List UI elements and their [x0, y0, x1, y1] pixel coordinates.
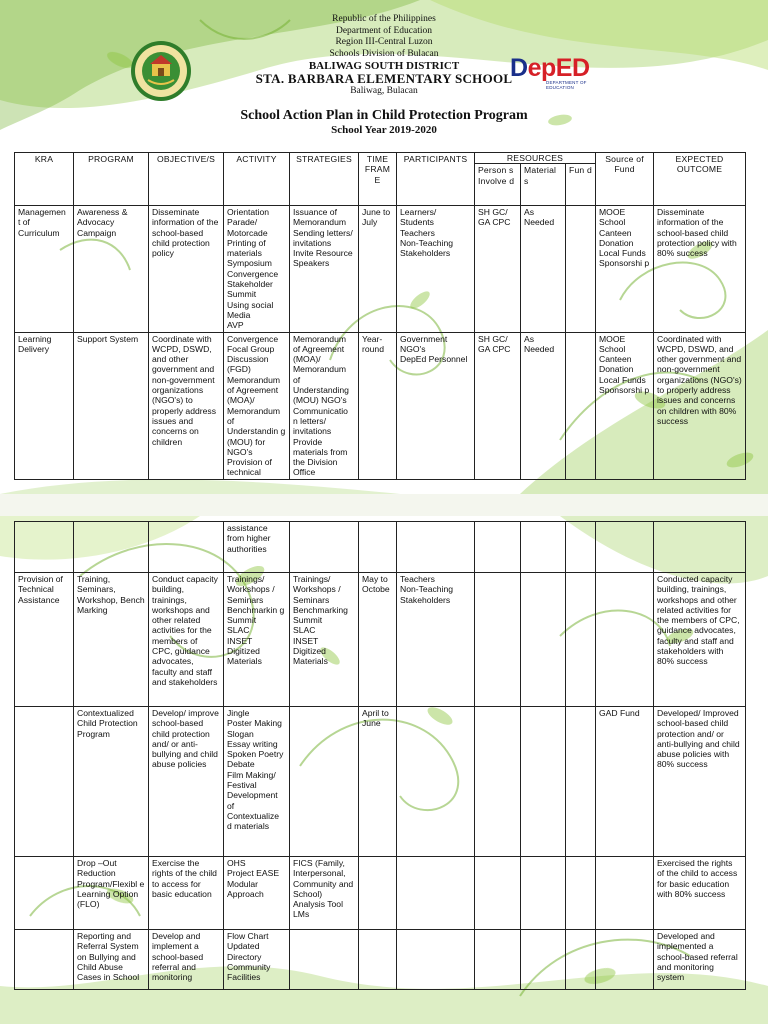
activity-item: Development of Contextualize d materials — [227, 790, 280, 832]
cell-kra: Learning Delivery — [15, 332, 74, 479]
header-time-frame: TIME FRAM E — [359, 153, 397, 206]
cell-materials — [521, 522, 566, 573]
cell-activity — [224, 930, 290, 990]
cell-activity — [224, 857, 290, 930]
activity-item: Stakeholder Summit — [227, 279, 273, 300]
cell-source-of-fund — [596, 857, 654, 930]
cell-kra — [15, 707, 74, 857]
cell-persons-involved: SH GC/ GA CPC — [475, 332, 521, 479]
header-district: BALIWAG SOUTH DISTRICT — [308, 60, 460, 72]
activity-item: Benchmarkin g — [227, 604, 285, 615]
cell-fund — [566, 573, 596, 707]
cell-kra — [15, 930, 74, 990]
strategy-item: Benchmarking — [293, 604, 348, 615]
cell-participants — [397, 206, 475, 333]
cell-expected-outcome: Conducted capacity building, trainings, workshops and other related activities for the members of CPC, guidance advocates, faculty and staff and stakeholders with 80% success — [654, 573, 746, 707]
cell-persons-involved: SH GC/ GA CPC — [475, 206, 521, 333]
strategy-item: Trainings/ Workshops / Seminars — [293, 574, 341, 605]
strategy-item: Communicatio n letters/ invitations — [293, 405, 348, 437]
participant-item: Non-Teaching Stakeholders — [400, 237, 454, 259]
deped-letter-1: D — [510, 54, 528, 82]
header-division: Schools Division of Bulacan — [329, 48, 439, 59]
cell-strategies — [290, 930, 359, 990]
header-kra: KRA — [15, 153, 74, 206]
cell-strategies — [290, 857, 359, 930]
strategy-item: Summit — [293, 615, 323, 626]
table-row — [15, 573, 746, 707]
cell-fund — [566, 522, 596, 573]
activity-item: Debate — [227, 759, 255, 770]
cell-expected-outcome: Disseminate information of the school-based child protection policy with 80% success — [654, 206, 746, 333]
cell-expected-outcome: Coordinated with WCPD, DSWD, and other government and non-government organizations (NGO's) to properly address issues and concerns on children with 80% success — [654, 332, 746, 479]
table-row — [15, 707, 746, 857]
cell-source-of-fund — [596, 206, 654, 333]
cell-fund — [566, 707, 596, 857]
activity-item: Modular Approach — [227, 878, 264, 899]
cell-persons-involved — [475, 573, 521, 707]
cell-time-frame: June to July — [359, 206, 397, 333]
cell-fund — [566, 857, 596, 930]
source-item: Donation — [599, 237, 634, 248]
participant-item: Learners/ Students — [400, 207, 437, 228]
cell-participants — [397, 522, 475, 573]
header-program: PROGRAM — [74, 153, 149, 206]
participant-item: Non-Teaching Stakeholders — [400, 584, 454, 605]
table-row — [15, 332, 746, 479]
source-item: GAD Fund — [599, 708, 640, 718]
source-item: Sponsorshi p — [599, 258, 650, 269]
cell-persons-involved — [475, 707, 521, 857]
document-title: School Action Plan in Child Protection Program — [240, 107, 528, 123]
strategy-item: Provide materials from the Division Office — [293, 436, 348, 478]
activity-item: Updated Directory — [227, 941, 262, 962]
activity-item: Digitized Materials — [227, 646, 262, 667]
activity-item: Essay writing — [227, 738, 278, 749]
cell-fund — [566, 206, 596, 333]
cell-activity — [224, 332, 290, 479]
strategy-item: Digitized Materials — [293, 646, 328, 667]
document-page-2 — [0, 516, 768, 1024]
activity-item: Poster Making — [227, 718, 282, 729]
header-activity: ACTIVITY — [224, 153, 290, 206]
activity-item: Symposium — [227, 258, 272, 269]
cell-fund — [566, 930, 596, 990]
activity-item: Summit — [227, 615, 257, 626]
cell-objective: Conduct capacity building, trainings, workshops and other related activities for the members of CPC, guidance advocates, faculty and staff and stakeholders — [149, 573, 224, 707]
action-plan-table-page-1 — [14, 152, 746, 480]
header-materials: Material s — [521, 164, 566, 206]
source-item: Local Funds — [599, 374, 646, 385]
activity-item: Spoken Poetry — [227, 749, 284, 760]
cell-expected-outcome: Developed/ Improved school-based child protection and/ or anti-bullying and child abuse policies with 80% success — [654, 707, 746, 857]
cell-strategies — [290, 522, 359, 573]
cell-objective: Develop/ improve school-based child protection and/ or anti-bullying and child abuse policies — [149, 707, 224, 857]
strategy-item: INSET — [293, 635, 319, 646]
activity-item: Orientation — [227, 207, 270, 217]
participant-item: DepEd Personnel — [400, 354, 468, 365]
activity-item: Using social Media — [227, 299, 274, 320]
activity-item: AVP — [227, 320, 244, 331]
table-row — [15, 522, 746, 573]
activity-item: Community Facilities — [227, 961, 271, 983]
deped-logo — [510, 54, 602, 92]
cell-participants — [397, 857, 475, 930]
header-expected-outcome: EXPECTED OUTCOME — [654, 153, 746, 206]
activity-item: Project EASE — [227, 868, 280, 879]
cell-materials — [521, 930, 566, 990]
cell-source-of-fund — [596, 707, 654, 857]
cell-objective: Coordinate with WCPD, DSWD, and other government and non-government organizations (NGO's) to properly address issues and concerns on children — [149, 332, 224, 479]
deped-letter-2: e — [527, 54, 541, 82]
strategy-item: Analysis Tool — [293, 899, 343, 910]
header-objectives: OBJECTIVE/S — [149, 153, 224, 206]
activity-item: Jingle — [227, 708, 250, 718]
strategy-item: Issuance of Memorandum — [293, 207, 347, 228]
table-row — [15, 930, 746, 990]
header-school-name: STA. BARBARA ELEMENTARY SCHOOL — [255, 71, 513, 86]
activity-item: Trainings/ Workshops / Seminars — [227, 574, 275, 605]
school-seal-logo — [130, 40, 192, 102]
strategy-item: SLAC — [293, 625, 316, 636]
activity-item: Parade/ Motorcade — [227, 217, 268, 238]
cell-time-frame — [359, 857, 397, 930]
school-year: School Year 2019-2020 — [331, 123, 437, 136]
cell-expected-outcome: Exercised the rights of the child to access for basic education with 80% success — [654, 857, 746, 930]
cell-activity — [224, 573, 290, 707]
header-source-of-fund: Source of Fund — [596, 153, 654, 206]
cell-program: Reporting and Referral System on Bullying and Child Abuse Cases in School — [74, 930, 149, 990]
strategy-item: Sending letters/ invitations — [293, 227, 353, 248]
header-persons-involved: Person s Involve d — [475, 164, 521, 206]
cell-time-frame: Year-round — [359, 332, 397, 479]
cell-source-of-fund — [596, 930, 654, 990]
cell-objective — [149, 522, 224, 573]
strategy-item: Invite Resource Speakers — [293, 248, 353, 269]
strategy-item: Memorandum of Agreement (MOA)/ Memorandum of Understanding (MOU) NGO's — [293, 333, 349, 406]
participant-item: Teachers — [400, 227, 435, 238]
activity-item: OHS — [227, 858, 246, 868]
cell-strategies — [290, 332, 359, 479]
source-item: Donation — [599, 364, 634, 375]
activity-item: Convergence — [227, 268, 279, 279]
header-region: Region III-Central Luzon — [335, 37, 433, 47]
cell-materials: As Needed — [521, 206, 566, 333]
document-page-1 — [0, 0, 768, 494]
activity-item: SLAC — [227, 625, 250, 636]
action-plan-table-page-2 — [14, 521, 746, 990]
cell-program — [74, 522, 149, 573]
cell-expected-outcome: Developed and implemented a school-based referral and monitoring system — [654, 930, 746, 990]
cell-participants — [397, 930, 475, 990]
table-row — [15, 857, 746, 930]
source-item: Local Funds — [599, 248, 646, 259]
activity-item: Flow Chart — [227, 931, 269, 941]
cell-strategies — [290, 573, 359, 707]
cell-persons-involved — [475, 930, 521, 990]
cell-program: Support System — [74, 332, 149, 479]
cell-materials — [521, 573, 566, 707]
source-item: MOOE — [599, 207, 626, 217]
cell-fund — [566, 332, 596, 479]
header-strategies: STRATEGIES — [290, 153, 359, 206]
cell-program: Awareness & Advocacy Campaign — [74, 206, 149, 333]
cell-participants — [397, 573, 475, 707]
cell-materials — [521, 857, 566, 930]
activity-item: Slogan — [227, 728, 254, 739]
table-header-row — [15, 153, 746, 164]
cell-participants — [397, 707, 475, 857]
cell-time-frame — [359, 930, 397, 990]
cell-kra: Managemen t of Curriculum — [15, 206, 74, 333]
document-header — [0, 14, 768, 137]
cell-source-of-fund — [596, 522, 654, 573]
cell-source-of-fund — [596, 573, 654, 707]
activity-item: INSET — [227, 635, 253, 646]
cell-strategies — [290, 206, 359, 333]
cell-objective: Disseminate information of the school-based child protection policy — [149, 206, 224, 333]
cell-expected-outcome — [654, 522, 746, 573]
activity-item: assistance from higher authorities — [227, 523, 271, 554]
cell-time-frame: May to Octobe — [359, 573, 397, 707]
cell-program: Training, Seminars, Workshop, Bench Marking — [74, 573, 149, 707]
participant-item: Teachers — [400, 574, 435, 584]
activity-item: Printing of materials — [227, 237, 266, 259]
cell-activity — [224, 206, 290, 333]
cell-participants — [397, 332, 475, 479]
cell-persons-involved — [475, 522, 521, 573]
header-address: Baliwag, Bulacan — [350, 86, 418, 96]
cell-objective: Exercise the rights of the child to access for basic education — [149, 857, 224, 930]
header-republic: Republic of the Philippines — [332, 14, 436, 24]
cell-kra — [15, 522, 74, 573]
strategy-item: FICS (Family, Interpersonal, Community and School) — [293, 858, 354, 899]
deped-letter-3: p — [540, 54, 556, 82]
activity-item: Memorandum of Agreement (MOA)/ Memorandum of Understandin g (MOU) for NGO's — [227, 374, 286, 457]
participant-item: NGO's — [400, 343, 426, 354]
header-participants: PARTICIPANTS — [397, 153, 475, 206]
cell-materials: As Needed — [521, 332, 566, 479]
cell-program: Contextualized Child Protection Program — [74, 707, 149, 857]
deped-letter-4: E — [555, 54, 572, 82]
table-row — [15, 206, 746, 333]
participant-item: Government — [400, 333, 448, 344]
cell-activity — [224, 522, 290, 573]
cell-materials — [521, 707, 566, 857]
source-item: Sponsorshi p — [599, 385, 650, 396]
header-department: Department of Education — [335, 25, 433, 36]
cell-objective: Develop and implement a school-based referral and monitoring — [149, 930, 224, 990]
cell-time-frame — [359, 522, 397, 573]
source-item: School Canteen — [599, 343, 632, 365]
cell-source-of-fund — [596, 332, 654, 479]
activity-item: Provision of technical — [227, 457, 272, 478]
header-resources: RESOURCES — [475, 153, 596, 164]
deped-subtitle: DEPARTMENT OF EDUCATION — [546, 80, 587, 90]
strategy-item: LMs — [293, 909, 310, 920]
header-fund: Fun d — [566, 164, 596, 206]
cell-time-frame: April to June — [359, 707, 397, 857]
cell-activity — [224, 707, 290, 857]
cell-strategies — [290, 707, 359, 857]
deped-letter-5: D — [571, 54, 590, 82]
activity-item: Film Making/ Festival — [227, 769, 276, 791]
source-item: School Canteen — [599, 217, 632, 238]
activity-item: Convergence Focal Group Discussion (FGD) — [227, 333, 279, 375]
cell-program: Drop –Out Reduction Program/Flexibl e Learning Option (FLO) — [74, 857, 149, 930]
cell-kra: Provision of Technical Assistance — [15, 573, 74, 707]
cell-kra — [15, 857, 74, 930]
source-item: MOOE — [599, 333, 626, 344]
cell-persons-involved — [475, 857, 521, 930]
